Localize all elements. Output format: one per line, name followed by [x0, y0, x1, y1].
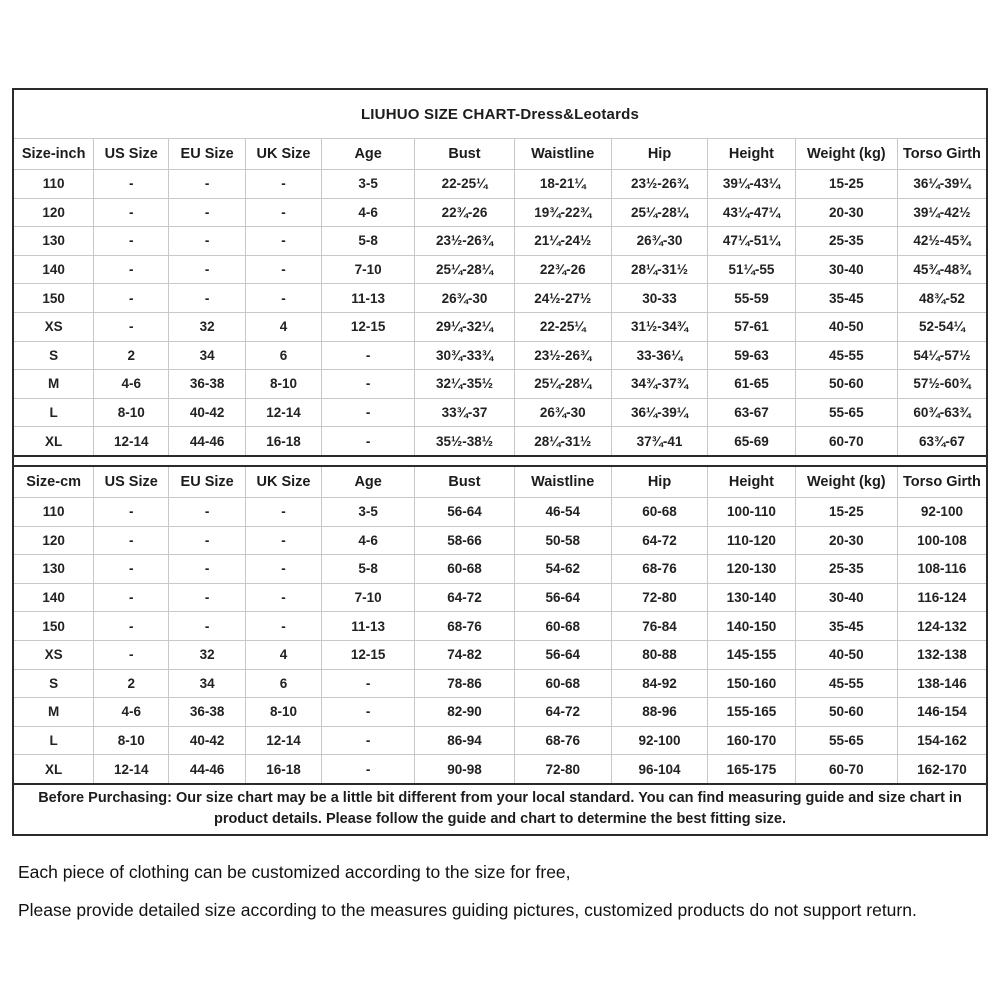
size-cell: 155-165: [708, 698, 796, 727]
size-cell: 88-96: [611, 698, 707, 727]
table-row: [14, 669, 986, 698]
size-cell: 32: [169, 312, 246, 341]
column-header: Waistline: [514, 139, 611, 170]
size-cell: 42½-45¾: [897, 227, 986, 256]
size-cell: 28¼-31½: [611, 255, 707, 284]
size-cell: 8-10: [246, 370, 322, 399]
size-cell: 3-5: [321, 497, 414, 526]
footnotes: [18, 862, 988, 921]
size-cell: 140-150: [708, 612, 796, 641]
size-cell: 55-65: [795, 726, 897, 755]
size-cell: 116-124: [897, 583, 986, 612]
size-cell: 65-69: [708, 427, 796, 455]
size-cell: 60-68: [514, 669, 611, 698]
size-cell: S: [14, 341, 94, 370]
size-cell: 5-8: [321, 555, 414, 584]
size-cell: XL: [14, 427, 94, 455]
size-cell: -: [321, 341, 414, 370]
size-cell: -: [169, 497, 246, 526]
size-cell: XL: [14, 755, 94, 783]
size-cell: 120-130: [708, 555, 796, 584]
table-row: [14, 555, 986, 584]
size-cell: 4-6: [94, 370, 169, 399]
size-cell: 72-80: [611, 583, 707, 612]
size-cell: -: [321, 726, 414, 755]
size-cell: 100-108: [897, 526, 986, 555]
size-cell: 8-10: [94, 726, 169, 755]
size-cell: 60-68: [611, 497, 707, 526]
table-row: [14, 398, 986, 427]
size-cell: -: [246, 170, 322, 199]
size-cell: 64-72: [611, 526, 707, 555]
size-cell: -: [94, 284, 169, 313]
size-cell: 130-140: [708, 583, 796, 612]
size-cell: 5-8: [321, 227, 414, 256]
size-cell: 50-58: [514, 526, 611, 555]
size-cell: 92-100: [897, 497, 986, 526]
size-cell: -: [169, 255, 246, 284]
size-cell: 54¼-57½: [897, 341, 986, 370]
size-cell: 56-64: [415, 497, 514, 526]
size-table-cm: [14, 467, 986, 783]
size-cell: 2: [94, 669, 169, 698]
size-chart-box: [12, 88, 988, 836]
size-cell: 35-45: [795, 284, 897, 313]
table-row: [14, 312, 986, 341]
size-cell: M: [14, 370, 94, 399]
size-cell: 130: [14, 555, 94, 584]
size-cell: 22¾-26: [514, 255, 611, 284]
size-cell: 82-90: [415, 698, 514, 727]
column-header: Size-inch: [14, 139, 94, 170]
size-cell: 25¼-28¼: [611, 198, 707, 227]
size-cell: -: [169, 555, 246, 584]
size-cell: 15-25: [795, 170, 897, 199]
size-cell: 25-35: [795, 555, 897, 584]
table-row: [14, 370, 986, 399]
size-cell: 15-25: [795, 497, 897, 526]
size-cell: 40-50: [795, 640, 897, 669]
size-cell: 8-10: [94, 398, 169, 427]
footnote-return-policy: Please provide detailed size according to the measures guiding pictures, customized products do not support return.: [18, 899, 917, 920]
size-cell: 110-120: [708, 526, 796, 555]
size-cell: 35-45: [795, 612, 897, 641]
size-cell: 4-6: [321, 526, 414, 555]
size-cell: 108-116: [897, 555, 986, 584]
size-cell: 110: [14, 170, 94, 199]
size-cell: 63¾-67: [897, 427, 986, 455]
size-cell: -: [169, 583, 246, 612]
size-cell: -: [94, 227, 169, 256]
size-cell: -: [321, 755, 414, 783]
size-cell: 45-55: [795, 669, 897, 698]
size-cell: 150: [14, 284, 94, 313]
size-cell: -: [246, 497, 322, 526]
size-cell: 47¼-51¼: [708, 227, 796, 256]
size-cell: 26¾-30: [415, 284, 514, 313]
size-cell: 63-67: [708, 398, 796, 427]
column-header: Weight (kg): [795, 467, 897, 498]
size-cell: -: [94, 497, 169, 526]
column-header: Hip: [611, 139, 707, 170]
table-row: [14, 284, 986, 313]
size-cell: 56-64: [514, 640, 611, 669]
size-cell: 54-62: [514, 555, 611, 584]
size-cell: 150-160: [708, 669, 796, 698]
size-cell: 12-15: [321, 640, 414, 669]
size-cell: 162-170: [897, 755, 986, 783]
size-cell: 11-13: [321, 284, 414, 313]
size-cell: 8-10: [246, 698, 322, 727]
size-cell: 35½-38½: [415, 427, 514, 455]
size-cell: 84-92: [611, 669, 707, 698]
size-cell: 64-72: [514, 698, 611, 727]
size-cell: 39¼-42½: [897, 198, 986, 227]
size-cell: -: [169, 284, 246, 313]
size-cell: 57½-60¾: [897, 370, 986, 399]
size-cell: 145-155: [708, 640, 796, 669]
size-cell: 11-13: [321, 612, 414, 641]
size-cell: 140: [14, 583, 94, 612]
size-cell: 34¾-37¾: [611, 370, 707, 399]
size-cell: 51¼-55: [708, 255, 796, 284]
size-cell: 7-10: [321, 583, 414, 612]
size-cell: 55-59: [708, 284, 796, 313]
size-cell: 56-64: [514, 583, 611, 612]
size-cell: -: [246, 583, 322, 612]
size-cell: 12-15: [321, 312, 414, 341]
table-row: [14, 497, 986, 526]
size-cell: 30-40: [795, 255, 897, 284]
column-header: Torso Girth: [897, 139, 986, 170]
size-cell: 96-104: [611, 755, 707, 783]
column-header: US Size: [94, 139, 169, 170]
footnote-customization: Each piece of clothing can be customized according to the size for free,: [18, 861, 571, 882]
size-cell: -: [321, 698, 414, 727]
size-cell: 43¼-47¼: [708, 198, 796, 227]
column-header: Torso Girth: [897, 467, 986, 498]
header-row: [14, 467, 986, 498]
size-cell: 12-14: [246, 398, 322, 427]
size-cell: 23½-26¾: [514, 341, 611, 370]
size-cell: 25¼-28¼: [514, 370, 611, 399]
size-cell: 50-60: [795, 370, 897, 399]
size-cell: -: [94, 583, 169, 612]
size-cell: 4-6: [94, 698, 169, 727]
size-cell: 120: [14, 526, 94, 555]
size-cell: 20-30: [795, 526, 897, 555]
size-cell: 6: [246, 341, 322, 370]
size-cell: 16-18: [246, 427, 322, 455]
size-cell: -: [246, 227, 322, 256]
size-cell: 44-46: [169, 755, 246, 783]
size-cell: 25¼-28¼: [415, 255, 514, 284]
size-cell: 60¾-63¾: [897, 398, 986, 427]
size-cell: -: [169, 526, 246, 555]
size-cell: 26¾-30: [514, 398, 611, 427]
size-cell: 20-30: [795, 198, 897, 227]
size-cell: -: [94, 198, 169, 227]
table-divider: [14, 455, 986, 467]
size-cell: 92-100: [611, 726, 707, 755]
size-cell: 36¼-39¼: [897, 170, 986, 199]
size-table-inch: [14, 139, 986, 455]
size-cell: 19¾-22¾: [514, 198, 611, 227]
size-cell: 12-14: [94, 755, 169, 783]
size-cell: -: [94, 170, 169, 199]
size-cell: 33¾-37: [415, 398, 514, 427]
size-cell: 40-50: [795, 312, 897, 341]
size-cell: 68-76: [415, 612, 514, 641]
size-cell: 4: [246, 312, 322, 341]
size-cell: 78-86: [415, 669, 514, 698]
size-cell: -: [94, 612, 169, 641]
size-cell: 120: [14, 198, 94, 227]
size-cell: 4-6: [321, 198, 414, 227]
size-cell: -: [169, 198, 246, 227]
size-cell: 48¾-52: [897, 284, 986, 313]
size-cell: 26¾-30: [611, 227, 707, 256]
size-cell: -: [246, 284, 322, 313]
size-cell: 36¼-39¼: [611, 398, 707, 427]
column-header: Waistline: [514, 467, 611, 498]
size-cell: 2: [94, 341, 169, 370]
column-header: EU Size: [169, 139, 246, 170]
size-cell: L: [14, 726, 94, 755]
size-cell: 68-76: [514, 726, 611, 755]
column-header: UK Size: [246, 467, 322, 498]
size-cell: -: [169, 612, 246, 641]
size-cell: 60-68: [415, 555, 514, 584]
size-cell: 64-72: [415, 583, 514, 612]
size-cell: 32¼-35½: [415, 370, 514, 399]
size-cell: 46-54: [514, 497, 611, 526]
size-cell: 146-154: [897, 698, 986, 727]
table-row: [14, 427, 986, 455]
column-header: Bust: [415, 467, 514, 498]
size-cell: 12-14: [246, 726, 322, 755]
size-cell: 36-38: [169, 370, 246, 399]
size-cell: 45-55: [795, 341, 897, 370]
size-cell: 60-68: [514, 612, 611, 641]
size-cell: 100-110: [708, 497, 796, 526]
size-cell: 12-14: [94, 427, 169, 455]
table-row: [14, 198, 986, 227]
size-cell: 76-84: [611, 612, 707, 641]
size-cell: -: [94, 312, 169, 341]
size-cell: 32: [169, 640, 246, 669]
size-cell: -: [94, 640, 169, 669]
size-cell: XS: [14, 312, 94, 341]
size-cell: 21¼-24½: [514, 227, 611, 256]
column-header: Height: [708, 467, 796, 498]
column-header: Hip: [611, 467, 707, 498]
size-cell: 45¾-48¾: [897, 255, 986, 284]
size-cell: 33-36¼: [611, 341, 707, 370]
size-cell: 58-66: [415, 526, 514, 555]
table-row: [14, 583, 986, 612]
size-cell: -: [169, 227, 246, 256]
size-cell: -: [246, 198, 322, 227]
size-cell: 23½-26¾: [611, 170, 707, 199]
table-row: [14, 227, 986, 256]
size-cell: 16-18: [246, 755, 322, 783]
size-cell: 110: [14, 497, 94, 526]
size-cell: 68-76: [611, 555, 707, 584]
size-cell: 86-94: [415, 726, 514, 755]
size-cell: -: [246, 526, 322, 555]
table-row: [14, 612, 986, 641]
size-cell: 34: [169, 669, 246, 698]
size-cell: 18-21¼: [514, 170, 611, 199]
size-cell: 165-175: [708, 755, 796, 783]
size-cell: 36-38: [169, 698, 246, 727]
size-cell: 39¼-43¼: [708, 170, 796, 199]
size-cell: 34: [169, 341, 246, 370]
size-cell: -: [94, 255, 169, 284]
size-cell: 130: [14, 227, 94, 256]
size-cell: 22-25¼: [415, 170, 514, 199]
size-cell: 80-88: [611, 640, 707, 669]
size-cell: 60-70: [795, 755, 897, 783]
size-cell: S: [14, 669, 94, 698]
size-cell: L: [14, 398, 94, 427]
size-cell: -: [94, 526, 169, 555]
size-cell: 74-82: [415, 640, 514, 669]
chart-title: LIUHUO SIZE CHART-Dress&Leotards: [14, 90, 986, 139]
size-cell: 60-70: [795, 427, 897, 455]
size-cell: 4: [246, 640, 322, 669]
size-cell: 138-146: [897, 669, 986, 698]
size-cell: 50-60: [795, 698, 897, 727]
size-cell: 7-10: [321, 255, 414, 284]
column-header: UK Size: [246, 139, 322, 170]
size-cell: 160-170: [708, 726, 796, 755]
size-cell: 28¼-31½: [514, 427, 611, 455]
size-cell: -: [246, 555, 322, 584]
size-cell: 90-98: [415, 755, 514, 783]
size-cell: 31½-34¾: [611, 312, 707, 341]
size-cell: 30-40: [795, 583, 897, 612]
table-row: [14, 640, 986, 669]
size-cell: 150: [14, 612, 94, 641]
header-row: [14, 139, 986, 170]
column-header: Size-cm: [14, 467, 94, 498]
column-header: Weight (kg): [795, 139, 897, 170]
column-header: Height: [708, 139, 796, 170]
size-cell: 37¾-41: [611, 427, 707, 455]
size-cell: 124-132: [897, 612, 986, 641]
size-cell: -: [246, 255, 322, 284]
size-cell: -: [321, 398, 414, 427]
size-cell: -: [321, 669, 414, 698]
size-cell: 44-46: [169, 427, 246, 455]
size-cell: 57-61: [708, 312, 796, 341]
size-cell: 3-5: [321, 170, 414, 199]
table-row: [14, 341, 986, 370]
column-header: Age: [321, 467, 414, 498]
size-cell: 22¾-26: [415, 198, 514, 227]
size-cell: -: [321, 370, 414, 399]
size-cell: -: [246, 612, 322, 641]
size-cell: 72-80: [514, 755, 611, 783]
column-header: Age: [321, 139, 414, 170]
size-cell: 132-138: [897, 640, 986, 669]
table-row: [14, 255, 986, 284]
size-cell: M: [14, 698, 94, 727]
size-cell: 61-65: [708, 370, 796, 399]
size-cell: 6: [246, 669, 322, 698]
column-header: EU Size: [169, 467, 246, 498]
size-cell: 154-162: [897, 726, 986, 755]
table-row: [14, 170, 986, 199]
size-cell: 40-42: [169, 726, 246, 755]
table-row: [14, 755, 986, 783]
size-cell: 24½-27½: [514, 284, 611, 313]
size-cell: 40-42: [169, 398, 246, 427]
column-header: Bust: [415, 139, 514, 170]
size-cell: 59-63: [708, 341, 796, 370]
size-cell: 52-54¼: [897, 312, 986, 341]
purchase-note: Before Purchasing: Our size chart may be a little bit different from your local standard. You can find measuring guide and size chart in product details. Please follow the guide and chart to determine the best fitting size.: [14, 783, 986, 834]
table-row: [14, 698, 986, 727]
size-cell: 29¼-32¼: [415, 312, 514, 341]
column-header: US Size: [94, 467, 169, 498]
size-cell: 30¾-33¾: [415, 341, 514, 370]
size-cell: -: [321, 427, 414, 455]
size-cell: XS: [14, 640, 94, 669]
table-row: [14, 526, 986, 555]
size-cell: -: [169, 170, 246, 199]
size-cell: 22-25¼: [514, 312, 611, 341]
size-cell: 140: [14, 255, 94, 284]
size-cell: 55-65: [795, 398, 897, 427]
size-cell: 23½-26¾: [415, 227, 514, 256]
table-row: [14, 726, 986, 755]
size-cell: 30-33: [611, 284, 707, 313]
size-cell: -: [94, 555, 169, 584]
size-cell: 25-35: [795, 227, 897, 256]
